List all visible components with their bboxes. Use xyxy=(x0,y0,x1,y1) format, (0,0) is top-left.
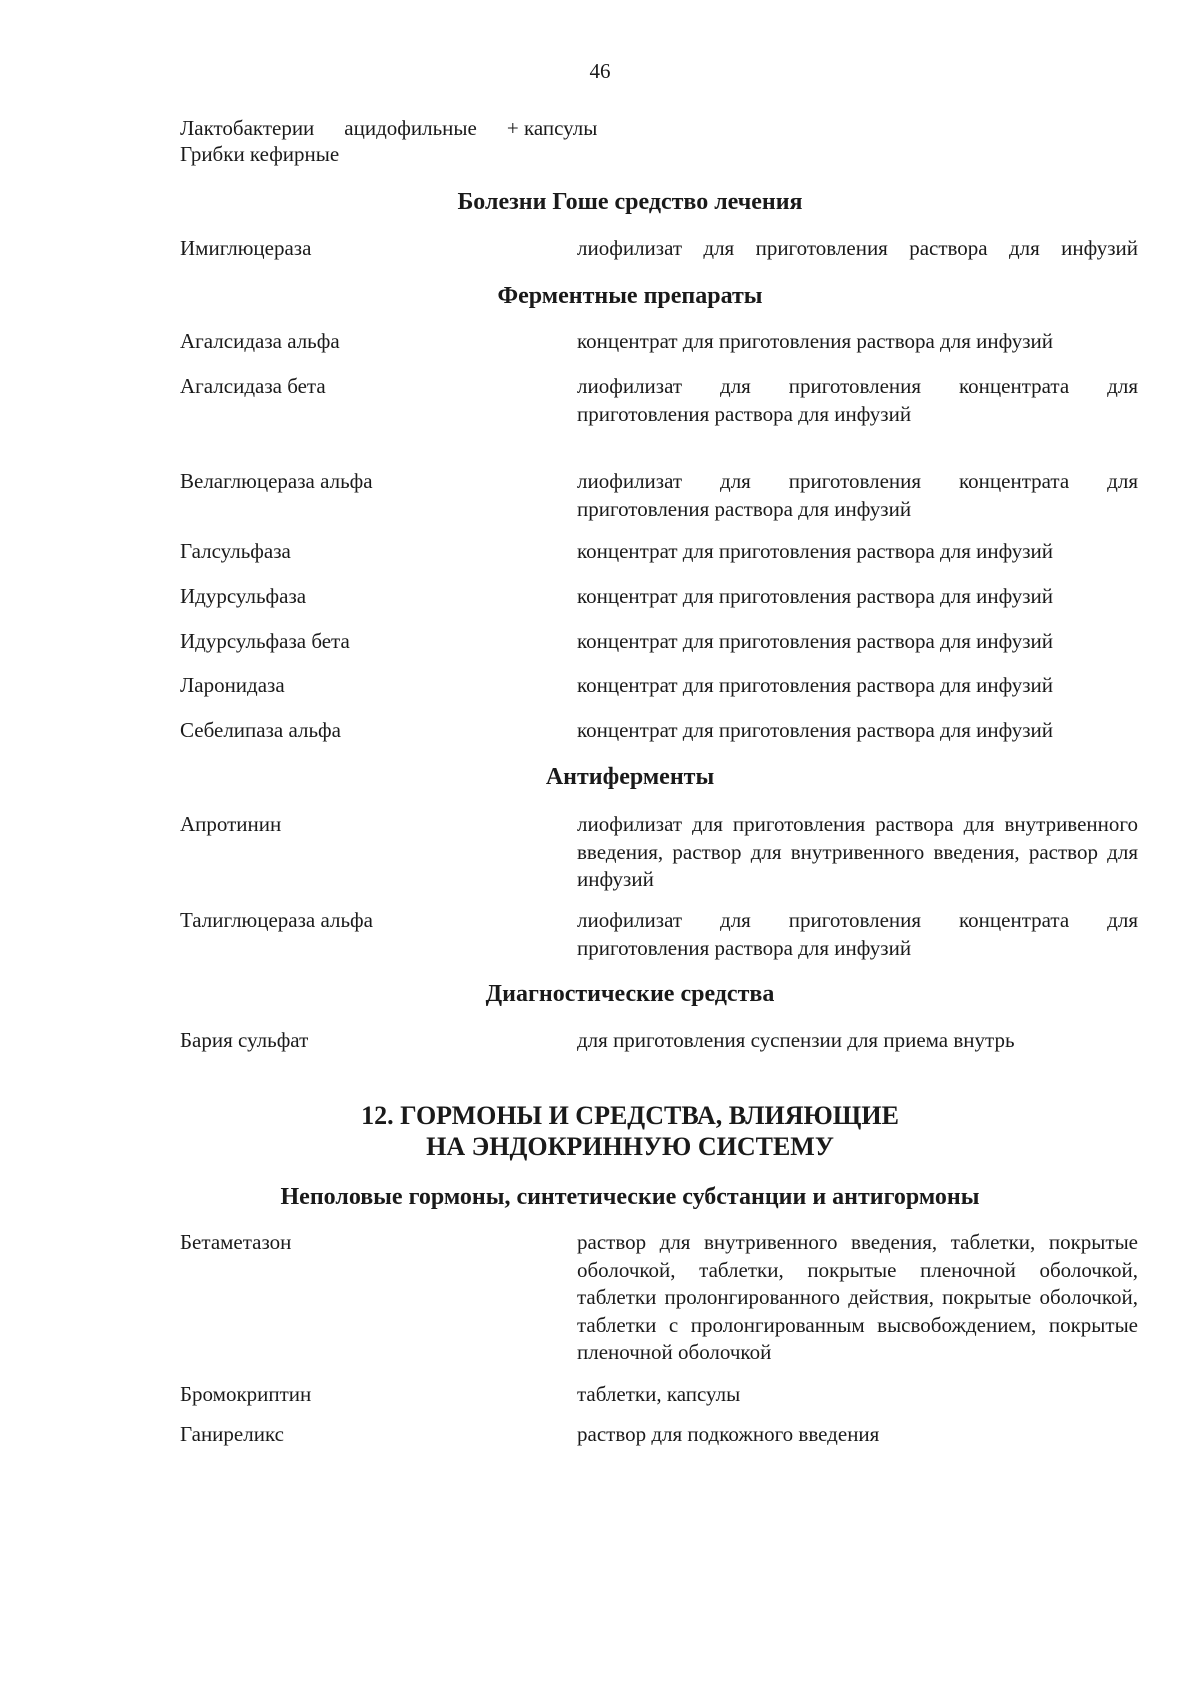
drug-form: раствор для подкожного введения xyxy=(577,1422,880,1446)
drug-form: лиофилизат для приготовления концентрата для приготовления раствора для инфузий xyxy=(577,374,1138,426)
intro-name-part-1: Лактобактерии xyxy=(180,116,315,140)
drug-form: лиофилизат для приготовления концентрата для приготовления раствора для инфузий xyxy=(577,908,1138,960)
drug-name: Апротинин xyxy=(180,812,282,836)
drug-name: Ганиреликс xyxy=(180,1422,284,1446)
drug-name: Бетаметазон xyxy=(180,1230,292,1254)
section-heading-diagnostics: Диагностические средства xyxy=(485,981,775,1007)
drug-form: концентрат для приготовления раствора для инфузий xyxy=(577,718,1053,742)
drug-name: Имиглюцераза xyxy=(180,236,312,260)
drug-form: лиофилизат для приготовления раствора для внутривенного введения, раствор для внутривенного введения, раствор для инфузий xyxy=(577,812,1138,891)
section-heading-hormones: Неполовые гормоны, синтетические субстанции и антигормоны xyxy=(280,1184,980,1210)
drug-form: лиофилизат для приготовления концентрата для приготовления раствора для инфузий xyxy=(577,469,1138,521)
drug-name: Велаглюцераза альфа xyxy=(180,469,373,493)
drug-name: Агалсидаза альфа xyxy=(180,329,340,353)
drug-form: концентрат для приготовления раствора для инфузий xyxy=(577,539,1053,563)
drug-name: Ларонидаза xyxy=(180,673,285,697)
page-number: 46 xyxy=(589,59,611,83)
section-heading-gaucher: Болезни Гоше средство лечения xyxy=(457,189,803,215)
drug-name: Идурсульфаза бета xyxy=(180,629,350,653)
drug-name: Себелипаза альфа xyxy=(180,718,341,742)
chapter-heading-line-1: 12. ГОРМОНЫ И СРЕДСТВА, ВЛИЯЮЩИЕ xyxy=(361,1101,899,1130)
drug-name: Идурсульфаза xyxy=(180,584,307,608)
drug-form: концентрат для приготовления раствора для инфузий xyxy=(577,629,1053,653)
drug-form: раствор для внутривенного введения, таблетки, покрытые оболочкой, таблетки, покрытые пленочной оболочкой, таблетки пролонгированного действия, покрытые оболочкой, таблетки с пролонгированным высвобождением, покрытые пленочной оболочкой xyxy=(577,1230,1138,1364)
drug-form: концентрат для приготовления раствора для инфузий xyxy=(577,673,1053,697)
drug-form: для приготовления суспензии для приема внутрь xyxy=(577,1028,1015,1052)
drug-form: концентрат для приготовления раствора для инфузий xyxy=(577,584,1053,608)
drug-name: Талиглюцераза альфа xyxy=(180,908,373,932)
drug-name: Агалсидаза бета xyxy=(180,374,326,398)
drug-form: лиофилизат для приготовления раствора для инфузий xyxy=(577,236,1138,260)
drug-name: Галсульфаза xyxy=(180,539,291,563)
drug-form: концентрат для приготовления раствора для инфузий xyxy=(577,329,1053,353)
intro-line-2: Грибки кефирные xyxy=(180,142,340,166)
intro-name-part-2: ацидофильные xyxy=(344,116,477,140)
chapter-heading-line-2: НА ЭНДОКРИННУЮ СИСТЕМУ xyxy=(426,1132,834,1161)
intro-line-1 xyxy=(180,115,597,142)
intro-form: + капсулы xyxy=(506,116,598,140)
drug-name: Бромокриптин xyxy=(180,1382,312,1406)
drug-name: Бария сульфат xyxy=(180,1028,309,1052)
section-heading-antienzymes: Антиферменты xyxy=(545,764,715,790)
drug-form: таблетки, капсулы xyxy=(577,1382,741,1406)
section-heading-enzymes: Ферментные препараты xyxy=(497,283,763,309)
